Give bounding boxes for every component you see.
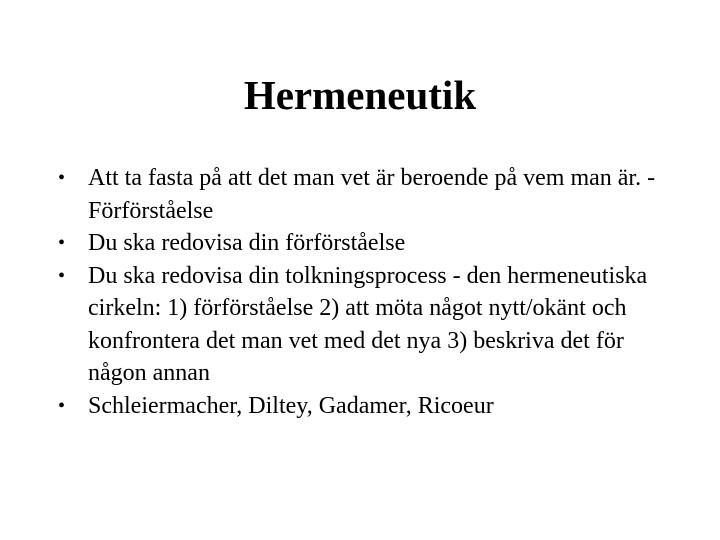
bullet-list <box>58 162 668 422</box>
bullet-text: Du ska redovisa din tolkningsprocess - den hermeneutiska cirkeln: 1) förförståelse 2) att möta något nytt/okänt och konfrontera det man vet med det nya 3) beskriva det för någon annan <box>88 262 648 386</box>
bullet-item <box>58 260 668 390</box>
bullet-item <box>58 390 668 423</box>
slide-title: Hermeneutik <box>243 72 477 118</box>
bullet-item <box>58 227 668 260</box>
bullet-item <box>58 162 668 227</box>
bullet-text: Schleiermacher, Diltey, Gadamer, Ricoeur <box>88 392 494 419</box>
bullet-text: Du ska redovisa din förförståelse <box>88 230 406 256</box>
bullet-text: Att ta fasta på att det man vet är beroende på vem man är. - Förförståelse <box>88 165 656 224</box>
bullet-marker-icon: • <box>58 167 66 189</box>
bullet-marker-icon: • <box>58 264 66 287</box>
bullet-marker-icon: • <box>58 232 66 254</box>
bullet-marker-icon: • <box>58 394 66 417</box>
